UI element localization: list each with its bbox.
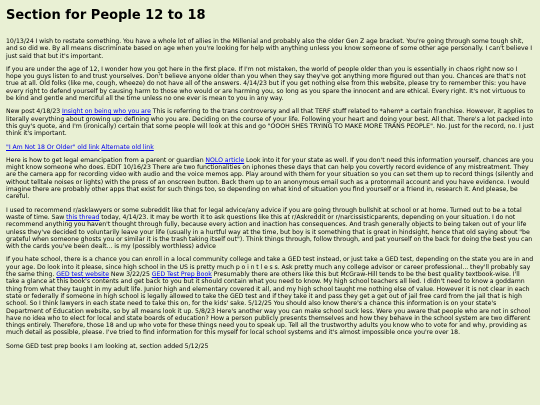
emancipation-text: Here is how to get legal emancipation from a parent or guardian xyxy=(6,156,206,164)
emancipation-paragraph xyxy=(6,157,534,201)
ged-test-website-link[interactable]: GED test website xyxy=(56,271,110,279)
new-post-paragraph xyxy=(6,108,534,137)
ged-books-paragraph: Some GED test prep books I am looking at, section added 5/12/25 xyxy=(6,342,209,350)
legal-advice-body: today, 4/14/23. It may be worth it to ask questions like this at r/Askreddit or r/narcissisticparents, depending on your situation. I do not recommend anything you haven't thought through fully, because every action and inaction has consequences. And trash generally objects to being taken out of your life unless they've decided to voluntarily leave your life (usually in a hurtful way at the time, but boy is it something that is great in hindsight, hence that old saying about "be grateful when someone ghosts you or similar it is the trash taking itself out"). Think things through, follow through, and pat yourself on the back for doing the best you can with the cards you've been dealt... is my (possibly worthless) advice xyxy=(6,213,533,251)
legal-advice-paragraph xyxy=(6,207,534,251)
school-mid-text: New 3/22/25 xyxy=(109,271,152,279)
not-18-old-link[interactable]: "I Am Not 18 Or Older" old link xyxy=(6,143,100,151)
ged-prep-book-link[interactable]: GED Test Prep Book xyxy=(151,271,212,279)
this-thread-link[interactable]: this thread xyxy=(66,213,100,221)
insight-link[interactable]: Insight on being who you are xyxy=(62,108,151,116)
under-12-paragraph: If you are under the age of 12, I wonder how you got here in the first place. If I'm not mistaken, the world of people older than you is essentially in chaos right now so I hope you guys listen to and trust yourselves. Don't believe anyone older than you when they say they've got anything more figured out than you. Chances are that's not true at all. Old folks (like me, cough, wheeze) do not have all of the answers. 4/14/23 but if you get nothing else from this website, please try to remember this: you have every right to defend yourself by causing harm to those who would or are harming you, so long as you spare the innocent and are ethical. Every right. It's not virtuous to be kind and gentle and merciful all the time unless no one ever is mean to you in any way. xyxy=(6,65,527,103)
school-paragraph xyxy=(6,256,534,336)
emancipation-body: Look into it for your state as well. If you don't need this information yourself, chances are you might know someone who does. EDIT 10/16/23 There are two functionalities on iphones these days that can help you covertly record evidence of any mistreatment. They are the camera app for recording video with audio and the voice memos app. Play around with them for your situation so you can set them up to record things (silently and without telltale noises or lights) with the press of an onscreen button. Back them up to an anonymous email such as a protonmail account and you have evidence. I would imagine there are probably other apps that exist for such things too, so depending on what kind of situation you find yourself or a friend in, research it. And please, be careful. xyxy=(6,156,534,201)
old-links-line xyxy=(6,144,534,151)
legal-advice-text: I used to recommend r/asklawyers or some subreddit like that for legal advice/any advice if you are going through bullshit at school or at home. Turned out to be a total waste of time. Saw xyxy=(6,206,522,221)
nolo-article-link[interactable]: NOLO article xyxy=(205,156,245,164)
page-title: Section for People 12 to 18 xyxy=(6,8,206,23)
alternate-old-link[interactable]: Alternate old link xyxy=(101,143,154,151)
school-text: If you hate school, there is a chance you can enroll in a local community college and take a GED test instead, or just take a GED test, depending on the state you are in and your age. Do look into it please, since high school in the US is pretty much p o i n t l e s s. Ask pretty much any college advisor or career professional... they'll probably say the same thing. xyxy=(6,256,534,279)
new-post-text: New post 4/18/23 xyxy=(6,108,63,116)
school-body: Presumably there are others like this but McGraw-Hill tends to be the best quality textbook-wise. I'll take a glance at this book's contents and get back to you but it should contain what you need to know. My high school teachers all lied. I didn't need to know a goddamn thing from what they taught in my adult life. Junior high and elementary covered it all, and my high school taught me nothing else of value. However it is not clear in each state or federally if someone in high school is legally allowed to take the GED test and if they take it and pass they get a get out of jail free card from the jail that is high school. So I think lawyers in each state need to take this on, for the kids' sake. 5/12/25 You should also know there's a chance this information is on your state's Department of Education website, so by all means look it up. 5/8/23 Here's another way you can make school suck less. Were you aware that people who are not in school have no idea who to elect for local and state boards of education? How a person publicly presents themselves and how they behave in the school system are two different things entirely. Therefore, those 18 and up who vote for these things need you to speak up. Tell all the trustworthy adults you know who to vote for and why, providing as much detail as possible, please. I've tried to find information for this myself for local school systems and it's almost impossible once you're over 18. xyxy=(6,271,531,337)
new-post-body: This is referring to the trans controversy and all that TERF stuff related to *ahem* a certain franchise. However, it applies to literally everything about growing up: defining who you are. Deciding on the course of your life. Following your heart and doing your best. All that. There's a lot packed into this guy's quote, and I'm (ironically) certain that some people will look at this and go "OOOH SHES TRYING TO MAKE MORE TRANS PEOPLE". No. Just for the record, no. I just think it's important. xyxy=(6,108,534,138)
intro-paragraph: 10/13/24 I wish to restate something. You have a whole lot of allies in the Millenial and probably also the older Gen Z age bracket. You're going through some tough shit, and so did we. By all means discriminate based on age when you're looking for help with anything unless you know someone of some other age personally. I can't believe I just said that but it's important. xyxy=(6,38,533,60)
